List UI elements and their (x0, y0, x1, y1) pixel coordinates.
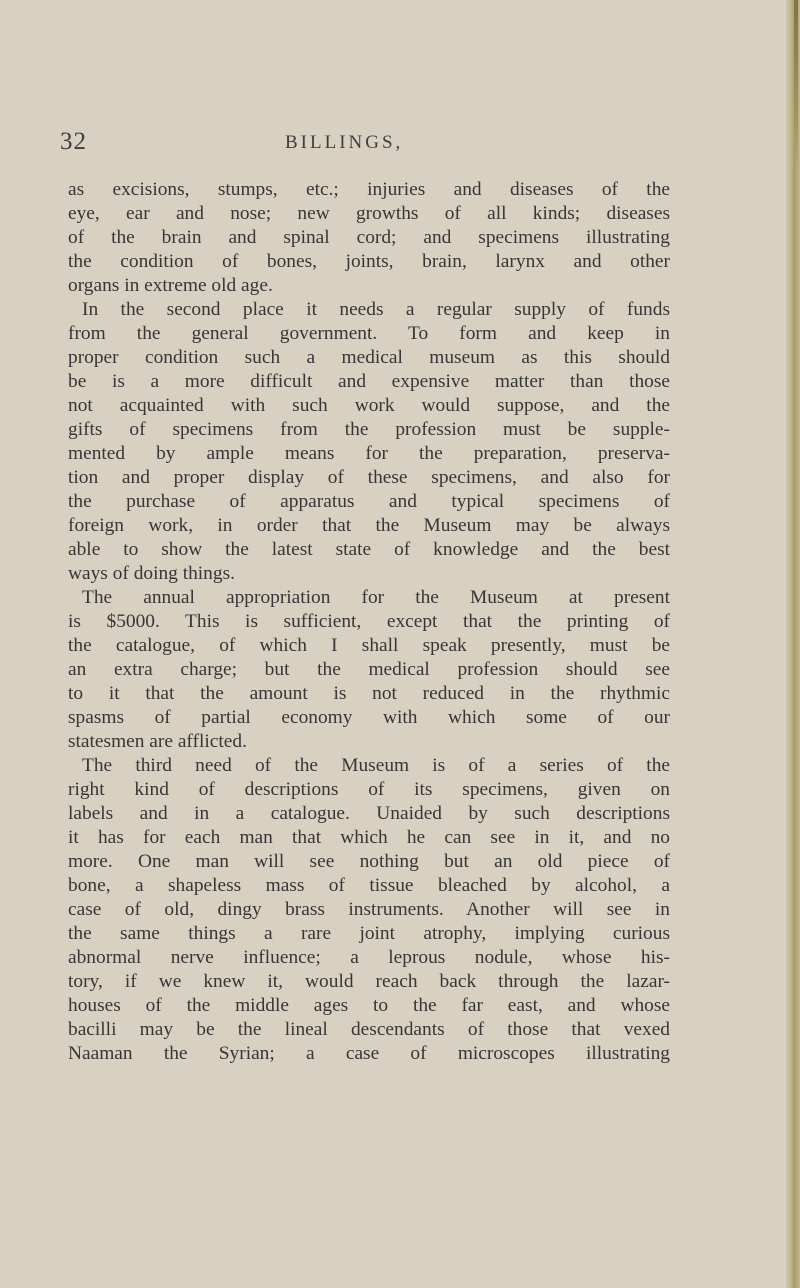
text-line: statesmen are afflicted. (68, 731, 247, 752)
text-line: ways of doing things. (68, 563, 235, 584)
body-text (68, 178, 670, 1066)
text-line: organs in extreme old age. (68, 275, 273, 296)
text-line: The third need of the Museum is of a series of the (82, 755, 670, 776)
page-number: 32 (60, 128, 87, 155)
text-line: from the general government. To form and keep in (68, 323, 670, 344)
text-line: tion and proper display of these specimens, and also for (68, 467, 670, 488)
text-line: of the brain and spinal cord; and specimens illustrating (68, 227, 670, 248)
text-line: In the second place it needs a regular supply of funds (82, 299, 670, 320)
text-line: eye, ear and nose; new growths of all kinds; diseases (68, 203, 670, 224)
text-line: tory, if we knew it, would reach back through the lazar- (68, 971, 670, 992)
text-line: is $5000. This is sufficient, except that the printing of (68, 611, 670, 632)
text-line: the same things a rare joint atrophy, implying curious (68, 923, 670, 944)
text-line: not acquainted with such work would suppose, and the (68, 395, 670, 416)
text-line: Naaman the Syrian; a case of microscopes illustrating (68, 1043, 670, 1064)
running-head: BILLINGS, (285, 132, 404, 153)
text-line: the catalogue, of which I shall speak presently, must be (68, 635, 670, 656)
text-line: mented by ample means for the preparation, preserva- (68, 443, 670, 464)
text-line: more. One man will see nothing but an old piece of (68, 851, 670, 872)
text-line: be is a more difficult and expensive matter than those (68, 371, 670, 392)
text-line: foreign work, in order that the Museum may be always (68, 515, 670, 536)
text-line: right kind of descriptions of its specimens, given on (68, 779, 670, 800)
text-line: able to show the latest state of knowledge and the best (68, 539, 670, 560)
text-line: bone, a shapeless mass of tissue bleached by alcohol, a (68, 875, 670, 896)
text-line: proper condition such a medical museum as this should (68, 347, 670, 368)
text-line: it has for each man that which he can see in it, and no (68, 827, 670, 848)
text-line: labels and in a catalogue. Unaided by such descriptions (68, 803, 670, 824)
text-line: abnormal nerve influence; a leprous nodule, whose his- (68, 947, 670, 968)
text-line: gifts of specimens from the profession must be supple- (68, 419, 670, 440)
text-line: spasms of partial economy with which some of our (68, 707, 670, 728)
text-line: as excisions, stumps, etc.; injuries and diseases of the (68, 179, 670, 200)
text-line: to it that the amount is not reduced in the rhythmic (68, 683, 670, 704)
text-line: houses of the middle ages to the far east, and whose (68, 995, 670, 1016)
text-line: the purchase of apparatus and typical specimens of (68, 491, 670, 512)
text-line: The annual appropriation for the Museum at present (82, 587, 670, 608)
page-edge (786, 0, 800, 1288)
page-header (60, 128, 720, 162)
text-line: the condition of bones, joints, brain, larynx and other (68, 251, 670, 272)
text-line: bacilli may be the lineal descendants of those that vexed (68, 1019, 670, 1040)
text-line: an extra charge; but the medical profession should see (68, 659, 670, 680)
text-line: case of old, dingy brass instruments. Another will see in (68, 899, 670, 920)
page-edge-shadow (794, 0, 798, 170)
